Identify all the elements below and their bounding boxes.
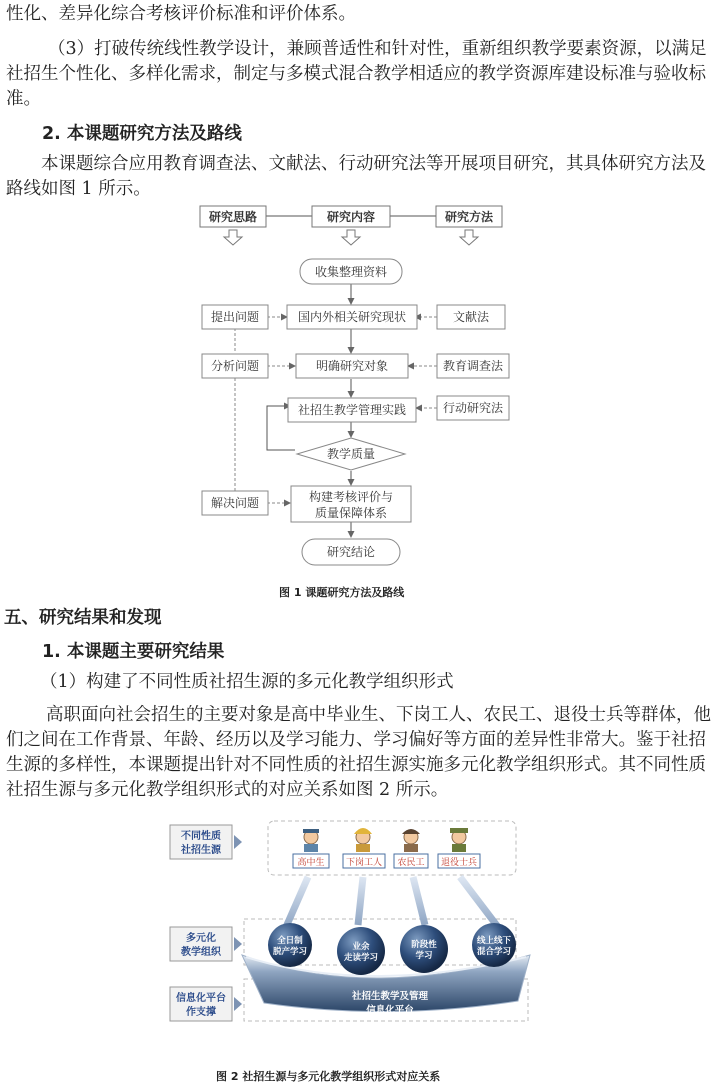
sphere-blended-2: 混合学习 xyxy=(476,947,512,957)
sphere-stage-1: 阶段性 xyxy=(411,940,437,950)
student-tag-veteran: 退役士兵 xyxy=(440,858,478,868)
center-label-system-1: 构建考核评价与 xyxy=(308,490,394,504)
section-heading-results: 五、研究结果和发现 xyxy=(4,608,162,628)
student-tag-high-school: 高中生 xyxy=(297,858,325,868)
row-label-platform-2: 作支撑 xyxy=(186,1007,216,1018)
student-tag-laid-off: 下岗工人 xyxy=(345,858,383,868)
paragraph-point-3: （3）打破传统线性教学设计，兼顾普适性和针对性，重新组织教学要素资源，以满足社招生个性化、多样化需求，制定与多模式混合教学相适应的教学资源库建设标准与验收标准。 xyxy=(6,39,707,109)
paragraph-continuation: 性化、差异化综合考核评价标准和评价体系。 xyxy=(6,4,356,24)
sphere-spare-2: 走读学习 xyxy=(343,953,379,963)
sphere-blended-1: 线上线下 xyxy=(476,936,512,946)
student-icon-high-school xyxy=(303,829,319,852)
header-method: 研究方法 xyxy=(444,210,494,224)
student-figures xyxy=(303,828,468,852)
row-label-platform-1: 信息化平台 xyxy=(176,993,226,1004)
student-icon-migrant-worker xyxy=(402,829,420,852)
row-label-teaching-2: 教学组织 xyxy=(181,947,221,958)
header-idea: 研究思路 xyxy=(208,210,258,224)
paragraph-result-1-body: 高职面向社会招生的主要对象是高中毕业生、下岗工人、农民工、退役士兵等群体，他们之间在工作背景、年龄、经历以及学习能力、学习偏好等方面的差异性非常大。鉴于社招生源的多样性，本课题提出针对不同性质的社招生源实施多元化教学组织形式。其不同性质社招生源与多元化教学组织形式的对应关系如图 2 所示。 xyxy=(6,705,711,800)
student-teaching-form-diagram xyxy=(168,815,532,1025)
center-label-object: 明确研究对象 xyxy=(315,359,389,373)
conclusion-label: 研究结论 xyxy=(326,545,376,559)
header-content: 研究内容 xyxy=(326,210,376,224)
center-label-system-2: 质量保障体系 xyxy=(314,506,388,520)
right-label-survey: 教育调查法 xyxy=(442,359,504,373)
figure-1-caption: 图 1 课题研究方法及路线 xyxy=(279,586,405,599)
student-icon-laid-off-worker xyxy=(354,828,372,852)
section-heading-method: 2. 本课题研究方法及路线 xyxy=(42,124,242,144)
research-route-diagram xyxy=(190,203,520,583)
collect-label: 收集整理资料 xyxy=(314,265,388,279)
paragraph-result-1-title: （1）构建了不同性质社招生源的多元化教学组织形式 xyxy=(40,672,454,692)
hollow-arrows xyxy=(224,230,478,245)
row-label-teaching-1: 多元化 xyxy=(186,933,216,944)
sphere-stage-2: 学习 xyxy=(415,951,433,961)
row-label-students-2: 社招生源 xyxy=(181,845,221,856)
platform-label-1: 社招生教学及管理 xyxy=(351,991,429,1002)
left-label-solve: 解决问题 xyxy=(210,496,260,510)
center-label-practice: 社招生教学管理实践 xyxy=(297,403,407,417)
quality-label: 教学质量 xyxy=(326,447,376,461)
row-label-students-1: 不同性质 xyxy=(181,831,221,842)
left-label-analyze: 分析问题 xyxy=(210,359,260,373)
figure-2-caption: 图 2 社招生源与多元化教学组织形式对应关系 xyxy=(216,1070,441,1083)
sphere-spare-1: 业余 xyxy=(352,942,370,952)
center-label-status: 国内外相关研究现状 xyxy=(297,310,407,324)
student-tag-migrant: 农民工 xyxy=(397,858,425,868)
left-label-raise: 提出问题 xyxy=(210,310,260,324)
student-icon-veteran xyxy=(450,828,468,852)
paragraph-method: 本课题综合应用教育调查法、文献法、行动研究法等开展项目研究，其具体研究方法及路线如图 1 所示。 xyxy=(6,154,706,199)
subsection-heading-main-results: 1. 本课题主要研究结果 xyxy=(42,642,225,662)
sphere-fulltime-1: 全日制 xyxy=(277,936,303,946)
platform-label-2: 信息化平台 xyxy=(366,1005,414,1016)
sphere-fulltime-2: 脱产学习 xyxy=(272,947,308,957)
right-label-literature: 文献法 xyxy=(452,310,490,324)
right-label-action: 行动研究法 xyxy=(442,401,504,415)
